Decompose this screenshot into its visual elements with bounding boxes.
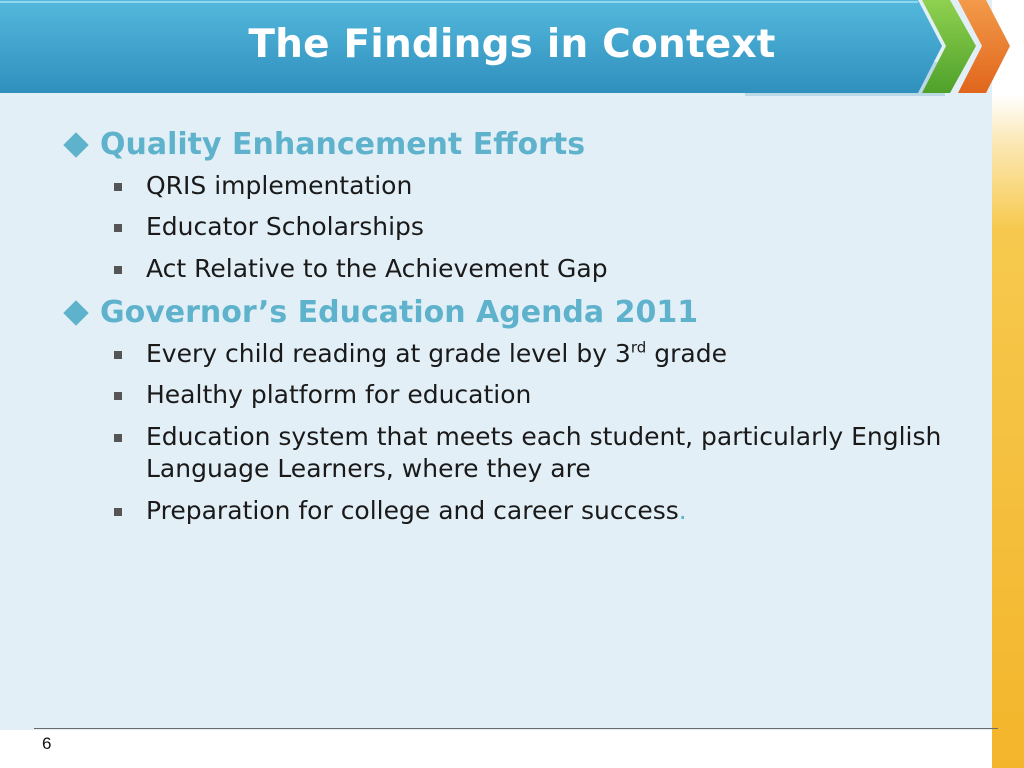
list-item-text: Act Relative to the Achievement Gap [146, 253, 608, 283]
accent-period: . [678, 495, 687, 525]
list-item [62, 338, 962, 371]
list-item-text [146, 339, 727, 368]
decorative-side-strip [992, 0, 1024, 768]
square-bullet-icon [114, 183, 122, 191]
list-item [62, 379, 962, 412]
diamond-icon [62, 299, 90, 327]
footer [0, 730, 992, 768]
section-governors-agenda [62, 294, 962, 527]
list-item [62, 170, 962, 203]
section-heading-text: Quality Enhancement Efforts [100, 127, 586, 162]
slide-content [62, 126, 962, 536]
square-bullet-icon [114, 392, 122, 400]
list-item-text: Educator Scholarships [146, 212, 424, 241]
square-bullet-icon [114, 434, 122, 442]
page-number: 6 [42, 734, 52, 753]
square-bullet-icon [114, 224, 122, 232]
list-item [62, 495, 962, 528]
square-bullet-icon [114, 351, 122, 359]
list-item-text [146, 496, 687, 525]
section-heading [62, 126, 962, 164]
list-item-text: Healthy platform for education [146, 380, 532, 409]
diamond-icon [62, 131, 90, 159]
list-item [62, 211, 962, 244]
title-banner [0, 0, 980, 96]
list-item-text-main: Every child reading at grade level by 3 [146, 338, 631, 368]
list-item-text: Education system that meets each student, particularly English Language Learners, where they are [146, 421, 942, 483]
list-item-text-main: Preparation for college and career success [146, 495, 679, 525]
footer-divider [34, 728, 998, 729]
list-item [62, 253, 962, 286]
list-item-text-end: grade [646, 338, 727, 368]
slide-title: The Findings in Context [248, 22, 776, 67]
square-bullet-icon [114, 266, 122, 274]
list-item-text: QRIS implementation [146, 170, 413, 200]
section-quality-enhancement [62, 126, 962, 285]
section-heading-text: Governor’s Education Agenda 2011 [100, 295, 699, 330]
ordinal-suffix: rd [630, 338, 647, 357]
square-bullet-icon [114, 508, 122, 516]
bullet-list [62, 338, 962, 528]
bullet-list [62, 170, 962, 286]
section-heading [62, 294, 962, 332]
list-item [62, 421, 962, 486]
